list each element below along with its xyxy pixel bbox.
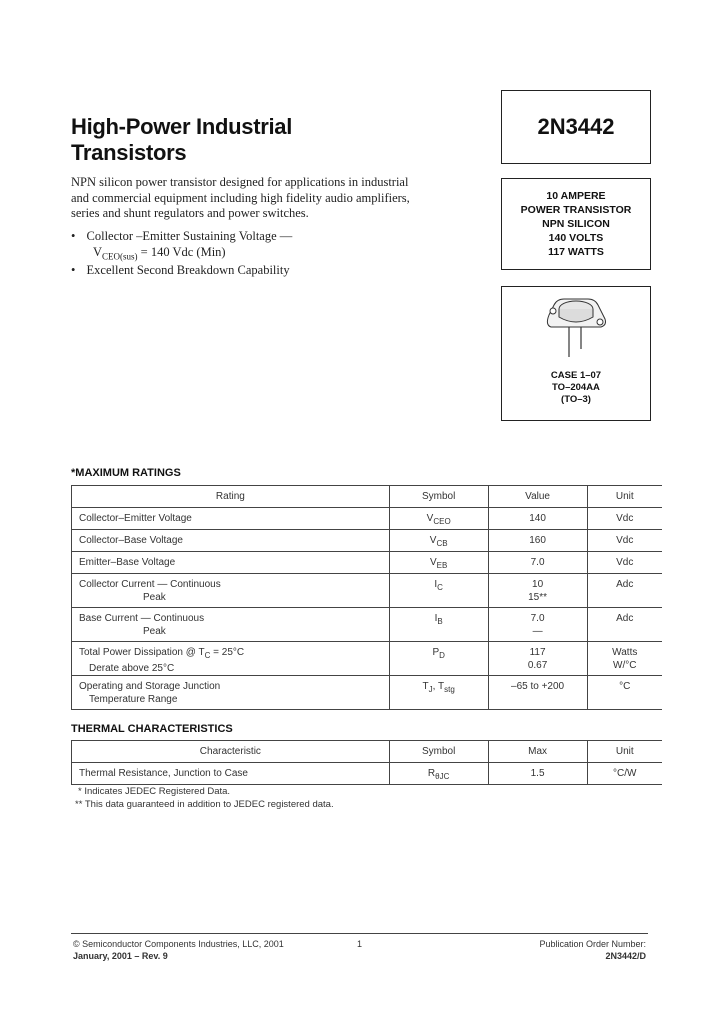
rating-label: Emitter–Base Voltage: [79, 557, 176, 568]
footer-copyright: © Semiconductor Components Industries, LLC, 2001: [73, 939, 284, 949]
table-row: [72, 642, 663, 676]
rating-label: Operating and Storage Junction Temperature Range: [79, 681, 221, 705]
bullet-2-text: Excellent Second Breakdown Capability: [86, 263, 290, 277]
note-guaranteed: ** This data guaranteed in addition to JEDEC registered data.: [75, 799, 334, 810]
spec-line: 10 AMPERE: [546, 190, 606, 202]
table-row: [72, 530, 663, 552]
thermal-characteristic: Thermal Resistance, Junction to Case: [79, 768, 248, 779]
bullet-mark: •: [71, 263, 76, 277]
rating-value: 140: [529, 513, 546, 524]
rating-symbol: $P_D$: [432, 647, 445, 660]
footer-date-rev: January, 2001 – Rev. 9: [73, 951, 168, 961]
rating-unit: Vdc: [616, 557, 634, 568]
footer-page-number: 1: [357, 939, 363, 949]
note-jedec: * Indicates JEDEC Registered Data.: [78, 786, 231, 797]
col-header-value: Value: [488, 486, 587, 508]
part-number: 2N3442: [537, 114, 615, 139]
case-to-style: (TO–3): [561, 394, 591, 405]
page-title: [71, 114, 292, 166]
spec-line: 140 VOLTS: [548, 232, 604, 244]
col-header-symbol: Symbol: [389, 741, 488, 763]
bullet-2: [71, 263, 290, 279]
bullet-1-text: Collector –Emitter Sustaining Voltage —: [86, 229, 293, 243]
rating-symbol: $V_{CB}$: [429, 535, 448, 548]
spec-line: POWER TRANSISTOR: [520, 204, 632, 216]
bullet-1-symbol: V: [93, 245, 103, 259]
rating-symbol: $I_C$: [434, 579, 443, 592]
bullet-mark: •: [71, 229, 76, 243]
thermal-title: THERMAL CHARACTERISTICS: [71, 723, 233, 735]
spec-line: NPN SILICON: [542, 218, 610, 230]
case-number: CASE 1–07: [550, 370, 602, 381]
rating-unit: Vdc: [616, 513, 634, 524]
rating-symbol: $T_J$, $T_{stg}$: [422, 681, 455, 694]
rating-value: 160: [529, 535, 546, 546]
col-header-max: Max: [488, 741, 587, 763]
description: [71, 175, 411, 222]
table-row: [72, 508, 663, 530]
table-row: [72, 676, 663, 710]
table-row: [72, 763, 663, 785]
bullet-1: [71, 229, 292, 245]
table-header-row: [72, 741, 663, 763]
rating-unit: Vdc: [616, 535, 634, 546]
rating-unit: Watts W/°C: [612, 647, 638, 671]
description-text: NPN silicon power transistor designed for applications in industrial and commercial equipment including high fidelity audio amplifiers, series and shunt regulators and power switches.: [71, 175, 410, 220]
col-header-symbol: Symbol: [389, 486, 488, 508]
bullet-1-value: = 140 Vdc (Min): [140, 245, 226, 259]
thermal-table: [71, 740, 662, 785]
rating-value: –65 to +200: [511, 681, 565, 692]
rating-symbol: $V_{CEO}$: [426, 513, 451, 526]
max-ratings-table: [71, 485, 662, 710]
rating-value: 10 15**: [528, 579, 548, 603]
rating-label: Base Current — Continuous Peak: [79, 613, 205, 637]
col-header-characteristic: Characteristic: [72, 741, 390, 763]
bullet-1-spec: [93, 245, 226, 265]
rating-unit: Adc: [616, 579, 634, 590]
col-header-rating: Rating: [72, 486, 390, 508]
rating-label: Total Power Dissipation @ $T_C = 25^\circ C$ Derate above 25°C: [79, 647, 245, 674]
rating-value: 117 0.67: [527, 647, 548, 671]
title-line-2: Transistors: [71, 140, 187, 165]
rating-symbol: $I_B$: [434, 613, 443, 626]
thermal-unit: °C/W: [613, 768, 637, 779]
table-row: [72, 608, 663, 642]
rating-value: 7.0: [530, 557, 545, 568]
rating-symbol: $V_{EB}$: [430, 557, 448, 570]
col-header-unit: Unit: [587, 741, 662, 763]
part-number-box: [501, 90, 651, 164]
to3-package-illustration: [502, 287, 650, 367]
package-box: [501, 286, 651, 421]
rating-value: 7.0 —: [530, 613, 545, 637]
case-jedec: TO–204AA: [552, 382, 600, 393]
table-header-row: [72, 486, 663, 508]
table-row: [72, 574, 663, 608]
bullet-1-subscript: CEO(sus): [102, 251, 138, 262]
table-row: [72, 552, 663, 574]
footer-pub-number: 2N3442/D: [605, 951, 646, 961]
footer-pub-label: Publication Order Number:: [539, 939, 646, 949]
rating-label: Collector Current — Continuous Peak: [79, 579, 221, 603]
col-header-unit: Unit: [587, 486, 662, 508]
spec-box: [501, 178, 651, 270]
rating-label: Collector–Base Voltage: [79, 535, 183, 546]
max-ratings-title: *MAXIMUM RATINGS: [71, 467, 181, 479]
rating-unit: Adc: [616, 613, 634, 624]
rating-label: Collector–Emitter Voltage: [79, 513, 192, 524]
thermal-symbol: $R_{\theta JC}$: [427, 768, 450, 781]
spec-line: 117 WATTS: [548, 246, 604, 258]
rating-unit: °C: [619, 681, 631, 692]
footer-divider: [71, 933, 648, 934]
title-line-1: High-Power Industrial: [71, 114, 293, 139]
thermal-max: 1.5: [530, 768, 545, 779]
